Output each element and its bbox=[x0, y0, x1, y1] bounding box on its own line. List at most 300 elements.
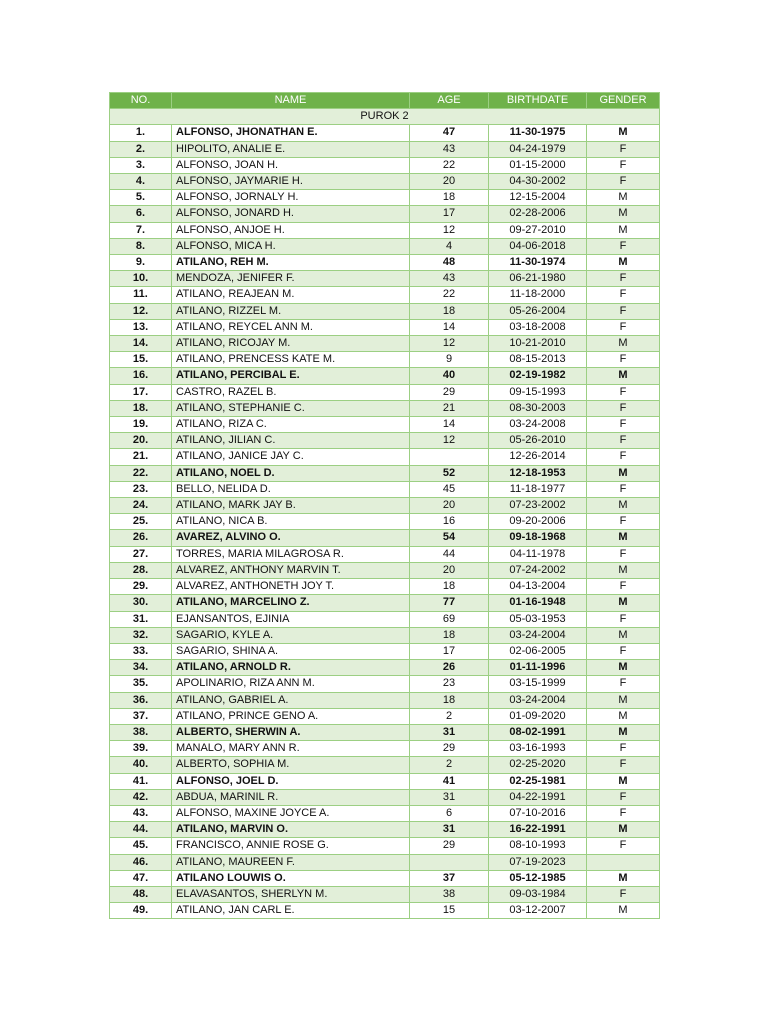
resident-age: 29 bbox=[410, 838, 489, 854]
resident-gender: F bbox=[587, 514, 660, 530]
row-number: 37. bbox=[110, 708, 172, 724]
resident-birthdate: 04-13-2004 bbox=[489, 579, 587, 595]
resident-birthdate: 08-02-1991 bbox=[489, 724, 587, 740]
resident-gender: F bbox=[587, 400, 660, 416]
resident-gender: F bbox=[587, 417, 660, 433]
table-row bbox=[110, 692, 660, 708]
resident-age: 6 bbox=[410, 805, 489, 821]
resident-age: 16 bbox=[410, 514, 489, 530]
table-row bbox=[110, 546, 660, 562]
table-row bbox=[110, 238, 660, 254]
resident-age: 69 bbox=[410, 611, 489, 627]
resident-name: ATILANO, JAN CARL E. bbox=[172, 903, 410, 919]
section-title: PUROK 2 bbox=[110, 109, 660, 125]
row-number: 32. bbox=[110, 627, 172, 643]
table-row bbox=[110, 271, 660, 287]
resident-name: ATILANO, REYCEL ANN M. bbox=[172, 319, 410, 335]
row-number: 16. bbox=[110, 368, 172, 384]
resident-gender: M bbox=[587, 708, 660, 724]
resident-birthdate: 16-22-1991 bbox=[489, 822, 587, 838]
table-row bbox=[110, 676, 660, 692]
resident-age: 31 bbox=[410, 822, 489, 838]
resident-name: APOLINARIO, RIZA ANN M. bbox=[172, 676, 410, 692]
table-row bbox=[110, 886, 660, 902]
row-number: 26. bbox=[110, 530, 172, 546]
resident-age: 4 bbox=[410, 238, 489, 254]
resident-age: 43 bbox=[410, 141, 489, 157]
resident-gender: F bbox=[587, 676, 660, 692]
resident-age: 20 bbox=[410, 174, 489, 190]
table-row bbox=[110, 449, 660, 465]
resident-gender: F bbox=[587, 157, 660, 173]
resident-name: ALFONSO, JAYMARIE H. bbox=[172, 174, 410, 190]
resident-gender: M bbox=[587, 870, 660, 886]
resident-age: 2 bbox=[410, 757, 489, 773]
resident-birthdate: 03-16-1993 bbox=[489, 741, 587, 757]
resident-birthdate: 02-19-1982 bbox=[489, 368, 587, 384]
resident-gender: M bbox=[587, 692, 660, 708]
resident-name: ATILANO LOUWIS O. bbox=[172, 870, 410, 886]
table-row bbox=[110, 562, 660, 578]
resident-age: 21 bbox=[410, 400, 489, 416]
resident-age: 31 bbox=[410, 789, 489, 805]
row-number: 41. bbox=[110, 773, 172, 789]
row-number: 1. bbox=[110, 125, 172, 141]
resident-gender: M bbox=[587, 125, 660, 141]
table-body bbox=[110, 109, 660, 919]
resident-birthdate: 03-24-2004 bbox=[489, 627, 587, 643]
resident-name: TORRES, MARIA MILAGROSA R. bbox=[172, 546, 410, 562]
resident-age: 12 bbox=[410, 222, 489, 238]
resident-birthdate: 12-18-1953 bbox=[489, 465, 587, 481]
row-number: 24. bbox=[110, 498, 172, 514]
resident-name: ALBERTO, SOPHIA M. bbox=[172, 757, 410, 773]
resident-birthdate: 02-25-1981 bbox=[489, 773, 587, 789]
resident-birthdate: 02-25-2020 bbox=[489, 757, 587, 773]
resident-gender: F bbox=[587, 238, 660, 254]
resident-age: 18 bbox=[410, 190, 489, 206]
resident-gender: M bbox=[587, 773, 660, 789]
resident-birthdate: 02-06-2005 bbox=[489, 643, 587, 659]
resident-name: BELLO, NELIDA D. bbox=[172, 481, 410, 497]
resident-birthdate: 04-11-1978 bbox=[489, 546, 587, 562]
table-row bbox=[110, 352, 660, 368]
resident-gender: F bbox=[587, 319, 660, 335]
resident-gender: F bbox=[587, 449, 660, 465]
resident-name: ATILANO, JANICE JAY C. bbox=[172, 449, 410, 465]
row-number: 15. bbox=[110, 352, 172, 368]
row-number: 20. bbox=[110, 433, 172, 449]
row-number: 6. bbox=[110, 206, 172, 222]
row-number: 5. bbox=[110, 190, 172, 206]
resident-birthdate: 12-26-2014 bbox=[489, 449, 587, 465]
resident-name: ATILANO, STEPHANIE C. bbox=[172, 400, 410, 416]
table-row bbox=[110, 141, 660, 157]
row-number: 29. bbox=[110, 579, 172, 595]
row-number: 22. bbox=[110, 465, 172, 481]
resident-birthdate: 01-15-2000 bbox=[489, 157, 587, 173]
row-number: 30. bbox=[110, 595, 172, 611]
resident-gender: F bbox=[587, 805, 660, 821]
table-row bbox=[110, 498, 660, 514]
resident-age: 47 bbox=[410, 125, 489, 141]
row-number: 31. bbox=[110, 611, 172, 627]
row-number: 46. bbox=[110, 854, 172, 870]
resident-name: ALFONSO, JOEL D. bbox=[172, 773, 410, 789]
resident-name: ALFONSO, JONARD H. bbox=[172, 206, 410, 222]
header-name: NAME bbox=[172, 93, 410, 109]
resident-gender: M bbox=[587, 255, 660, 271]
table-row bbox=[110, 287, 660, 303]
resident-gender: F bbox=[587, 611, 660, 627]
table-row bbox=[110, 530, 660, 546]
row-number: 17. bbox=[110, 384, 172, 400]
table-row bbox=[110, 854, 660, 870]
resident-age: 20 bbox=[410, 562, 489, 578]
resident-birthdate: 03-12-2007 bbox=[489, 903, 587, 919]
resident-age: 38 bbox=[410, 886, 489, 902]
resident-gender: M bbox=[587, 368, 660, 384]
row-number: 43. bbox=[110, 805, 172, 821]
table-row bbox=[110, 579, 660, 595]
table-row bbox=[110, 870, 660, 886]
table-row bbox=[110, 789, 660, 805]
resident-gender: M bbox=[587, 530, 660, 546]
resident-gender: F bbox=[587, 433, 660, 449]
table-row bbox=[110, 595, 660, 611]
table-row bbox=[110, 125, 660, 141]
resident-birthdate: 11-30-1974 bbox=[489, 255, 587, 271]
resident-age: 9 bbox=[410, 352, 489, 368]
row-number: 38. bbox=[110, 724, 172, 740]
resident-birthdate: 09-15-1993 bbox=[489, 384, 587, 400]
resident-name: SAGARIO, KYLE A. bbox=[172, 627, 410, 643]
row-number: 47. bbox=[110, 870, 172, 886]
table-row bbox=[110, 903, 660, 919]
row-number: 18. bbox=[110, 400, 172, 416]
row-number: 11. bbox=[110, 287, 172, 303]
resident-gender: M bbox=[587, 562, 660, 578]
resident-name: ATILANO, PERCIBAL E. bbox=[172, 368, 410, 384]
resident-name: ALFONSO, JHONATHAN E. bbox=[172, 125, 410, 141]
resident-birthdate: 07-10-2016 bbox=[489, 805, 587, 821]
resident-age: 20 bbox=[410, 498, 489, 514]
resident-birthdate: 09-03-1984 bbox=[489, 886, 587, 902]
resident-gender: F bbox=[587, 757, 660, 773]
resident-birthdate: 11-30-1975 bbox=[489, 125, 587, 141]
resident-name: ATILANO, MARK JAY B. bbox=[172, 498, 410, 514]
row-number: 27. bbox=[110, 546, 172, 562]
table-row bbox=[110, 611, 660, 627]
resident-gender: F bbox=[587, 789, 660, 805]
resident-gender: F bbox=[587, 741, 660, 757]
resident-name: ALFONSO, JORNALY H. bbox=[172, 190, 410, 206]
resident-birthdate: 01-11-1996 bbox=[489, 660, 587, 676]
row-number: 8. bbox=[110, 238, 172, 254]
resident-gender: M bbox=[587, 595, 660, 611]
table-row bbox=[110, 222, 660, 238]
resident-gender: F bbox=[587, 303, 660, 319]
table-row bbox=[110, 255, 660, 271]
table-row bbox=[110, 174, 660, 190]
resident-name: AVAREZ, ALVINO O. bbox=[172, 530, 410, 546]
row-number: 13. bbox=[110, 319, 172, 335]
resident-age: 18 bbox=[410, 692, 489, 708]
header-gender: GENDER bbox=[587, 93, 660, 109]
resident-name: ATILANO, GABRIEL A. bbox=[172, 692, 410, 708]
resident-gender: M bbox=[587, 627, 660, 643]
row-number: 39. bbox=[110, 741, 172, 757]
resident-gender: M bbox=[587, 465, 660, 481]
resident-gender: M bbox=[587, 822, 660, 838]
resident-gender: F bbox=[587, 141, 660, 157]
resident-birthdate: 08-30-2003 bbox=[489, 400, 587, 416]
resident-age: 29 bbox=[410, 741, 489, 757]
table-row bbox=[110, 157, 660, 173]
resident-age: 12 bbox=[410, 433, 489, 449]
row-number: 7. bbox=[110, 222, 172, 238]
resident-gender: M bbox=[587, 190, 660, 206]
table-row bbox=[110, 643, 660, 659]
table-row bbox=[110, 838, 660, 854]
row-number: 33. bbox=[110, 643, 172, 659]
resident-age: 17 bbox=[410, 206, 489, 222]
table-row bbox=[110, 660, 660, 676]
table-row bbox=[110, 627, 660, 643]
resident-name: CASTRO, RAZEL B. bbox=[172, 384, 410, 400]
resident-birthdate: 05-26-2010 bbox=[489, 433, 587, 449]
resident-age bbox=[410, 449, 489, 465]
resident-birthdate: 04-24-1979 bbox=[489, 141, 587, 157]
resident-gender: F bbox=[587, 643, 660, 659]
row-number: 34. bbox=[110, 660, 172, 676]
resident-birthdate: 07-24-2002 bbox=[489, 562, 587, 578]
resident-birthdate: 08-15-2013 bbox=[489, 352, 587, 368]
resident-gender: M bbox=[587, 660, 660, 676]
resident-gender: M bbox=[587, 903, 660, 919]
resident-birthdate: 03-24-2008 bbox=[489, 417, 587, 433]
row-number: 2. bbox=[110, 141, 172, 157]
resident-gender: F bbox=[587, 481, 660, 497]
resident-gender: F bbox=[587, 174, 660, 190]
row-number: 9. bbox=[110, 255, 172, 271]
resident-age: 23 bbox=[410, 676, 489, 692]
resident-name: ATILANO, PRINCE GENO A. bbox=[172, 708, 410, 724]
resident-name: ATILANO, MAUREEN F. bbox=[172, 854, 410, 870]
resident-name: ATILANO, MARCELINO Z. bbox=[172, 595, 410, 611]
resident-birthdate: 07-19-2023 bbox=[489, 854, 587, 870]
table-row bbox=[110, 708, 660, 724]
resident-birthdate: 09-27-2010 bbox=[489, 222, 587, 238]
row-number: 49. bbox=[110, 903, 172, 919]
resident-gender: F bbox=[587, 886, 660, 902]
table-row bbox=[110, 741, 660, 757]
table-row bbox=[110, 319, 660, 335]
resident-name: ALVAREZ, ANTHONY MARVIN T. bbox=[172, 562, 410, 578]
resident-gender: F bbox=[587, 579, 660, 595]
resident-gender: M bbox=[587, 222, 660, 238]
row-number: 23. bbox=[110, 481, 172, 497]
resident-gender: F bbox=[587, 384, 660, 400]
resident-age: 14 bbox=[410, 319, 489, 335]
row-number: 40. bbox=[110, 757, 172, 773]
resident-name: ALBERTO, SHERWIN A. bbox=[172, 724, 410, 740]
row-number: 45. bbox=[110, 838, 172, 854]
resident-name: HIPOLITO, ANALIE E. bbox=[172, 141, 410, 157]
resident-age: 43 bbox=[410, 271, 489, 287]
row-number: 28. bbox=[110, 562, 172, 578]
resident-age: 40 bbox=[410, 368, 489, 384]
row-number: 4. bbox=[110, 174, 172, 190]
resident-name: ATILANO, ARNOLD R. bbox=[172, 660, 410, 676]
resident-name: MANALO, MARY ANN R. bbox=[172, 741, 410, 757]
resident-age: 77 bbox=[410, 595, 489, 611]
resident-birthdate: 09-18-1968 bbox=[489, 530, 587, 546]
table-row bbox=[110, 336, 660, 352]
resident-gender bbox=[587, 854, 660, 870]
table-row bbox=[110, 773, 660, 789]
table-row bbox=[110, 822, 660, 838]
resident-gender: M bbox=[587, 724, 660, 740]
table-row bbox=[110, 724, 660, 740]
resident-age: 14 bbox=[410, 417, 489, 433]
resident-birthdate: 09-20-2006 bbox=[489, 514, 587, 530]
resident-age: 29 bbox=[410, 384, 489, 400]
resident-age: 52 bbox=[410, 465, 489, 481]
table-row bbox=[110, 805, 660, 821]
resident-name: ALFONSO, MAXINE JOYCE A. bbox=[172, 805, 410, 821]
resident-age: 45 bbox=[410, 481, 489, 497]
resident-age bbox=[410, 854, 489, 870]
resident-gender: M bbox=[587, 206, 660, 222]
resident-age: 17 bbox=[410, 643, 489, 659]
resident-name: ALFONSO, JOAN H. bbox=[172, 157, 410, 173]
resident-name: FRANCISCO, ANNIE ROSE G. bbox=[172, 838, 410, 854]
row-number: 44. bbox=[110, 822, 172, 838]
resident-age: 41 bbox=[410, 773, 489, 789]
table-row bbox=[110, 514, 660, 530]
resident-birthdate: 01-09-2020 bbox=[489, 708, 587, 724]
resident-age: 26 bbox=[410, 660, 489, 676]
resident-name: ALFONSO, ANJOE H. bbox=[172, 222, 410, 238]
resident-gender: M bbox=[587, 498, 660, 514]
resident-birthdate: 10-21-2010 bbox=[489, 336, 587, 352]
table-header bbox=[110, 93, 660, 109]
row-number: 19. bbox=[110, 417, 172, 433]
table-row bbox=[110, 368, 660, 384]
resident-age: 31 bbox=[410, 724, 489, 740]
resident-birthdate: 06-21-1980 bbox=[489, 271, 587, 287]
resident-age: 2 bbox=[410, 708, 489, 724]
resident-age: 18 bbox=[410, 579, 489, 595]
resident-birthdate: 04-30-2002 bbox=[489, 174, 587, 190]
resident-birthdate: 11-18-2000 bbox=[489, 287, 587, 303]
resident-name: ELAVASANTOS, SHERLYN M. bbox=[172, 886, 410, 902]
header-birthdate: BIRTHDATE bbox=[489, 93, 587, 109]
resident-name: MENDOZA, JENIFER F. bbox=[172, 271, 410, 287]
resident-roster-table bbox=[109, 92, 660, 919]
header-row bbox=[110, 93, 660, 109]
resident-name: SAGARIO, SHINA A. bbox=[172, 643, 410, 659]
table-row bbox=[110, 400, 660, 416]
resident-birthdate: 04-06-2018 bbox=[489, 238, 587, 254]
resident-birthdate: 04-22-1991 bbox=[489, 789, 587, 805]
resident-name: ABDUA, MARINIL R. bbox=[172, 789, 410, 805]
resident-age: 18 bbox=[410, 303, 489, 319]
resident-name: ATILANO, JILIAN C. bbox=[172, 433, 410, 449]
resident-age: 12 bbox=[410, 336, 489, 352]
row-number: 36. bbox=[110, 692, 172, 708]
resident-gender: F bbox=[587, 546, 660, 562]
section-row bbox=[110, 109, 660, 125]
resident-birthdate: 02-28-2006 bbox=[489, 206, 587, 222]
resident-age: 37 bbox=[410, 870, 489, 886]
resident-name: ATILANO, RIZA C. bbox=[172, 417, 410, 433]
resident-name: ATILANO, MARVIN O. bbox=[172, 822, 410, 838]
resident-birthdate: 03-15-1999 bbox=[489, 676, 587, 692]
resident-gender: F bbox=[587, 838, 660, 854]
resident-gender: F bbox=[587, 271, 660, 287]
resident-birthdate: 01-16-1948 bbox=[489, 595, 587, 611]
resident-age: 44 bbox=[410, 546, 489, 562]
resident-birthdate: 12-15-2004 bbox=[489, 190, 587, 206]
resident-name: ALFONSO, MICA H. bbox=[172, 238, 410, 254]
resident-name: ATILANO, NOEL D. bbox=[172, 465, 410, 481]
resident-birthdate: 05-26-2004 bbox=[489, 303, 587, 319]
row-number: 35. bbox=[110, 676, 172, 692]
resident-name: EJANSANTOS, EJINIA bbox=[172, 611, 410, 627]
resident-birthdate: 05-12-1985 bbox=[489, 870, 587, 886]
row-number: 25. bbox=[110, 514, 172, 530]
header-age: AGE bbox=[410, 93, 489, 109]
resident-age: 22 bbox=[410, 287, 489, 303]
resident-birthdate: 05-03-1953 bbox=[489, 611, 587, 627]
row-number: 3. bbox=[110, 157, 172, 173]
resident-birthdate: 11-18-1977 bbox=[489, 481, 587, 497]
row-number: 48. bbox=[110, 886, 172, 902]
table-row bbox=[110, 206, 660, 222]
resident-age: 48 bbox=[410, 255, 489, 271]
resident-age: 22 bbox=[410, 157, 489, 173]
resident-gender: F bbox=[587, 352, 660, 368]
table-row bbox=[110, 190, 660, 206]
resident-age: 18 bbox=[410, 627, 489, 643]
resident-name: ATILANO, REAJEAN M. bbox=[172, 287, 410, 303]
table-row bbox=[110, 433, 660, 449]
resident-birthdate: 03-18-2008 bbox=[489, 319, 587, 335]
row-number: 14. bbox=[110, 336, 172, 352]
row-number: 21. bbox=[110, 449, 172, 465]
row-number: 10. bbox=[110, 271, 172, 287]
resident-birthdate: 08-10-1993 bbox=[489, 838, 587, 854]
header-no: NO. bbox=[110, 93, 172, 109]
table-row bbox=[110, 757, 660, 773]
resident-name: ATILANO, NICA B. bbox=[172, 514, 410, 530]
resident-gender: F bbox=[587, 287, 660, 303]
resident-birthdate: 07-23-2002 bbox=[489, 498, 587, 514]
table-row bbox=[110, 303, 660, 319]
resident-gender: M bbox=[587, 336, 660, 352]
table-row bbox=[110, 465, 660, 481]
resident-birthdate: 03-24-2004 bbox=[489, 692, 587, 708]
table-row bbox=[110, 384, 660, 400]
resident-age: 54 bbox=[410, 530, 489, 546]
resident-name: ALVAREZ, ANTHONETH JOY T. bbox=[172, 579, 410, 595]
table-row bbox=[110, 417, 660, 433]
row-number: 12. bbox=[110, 303, 172, 319]
resident-name: ATILANO, PRENCESS KATE M. bbox=[172, 352, 410, 368]
row-number: 42. bbox=[110, 789, 172, 805]
